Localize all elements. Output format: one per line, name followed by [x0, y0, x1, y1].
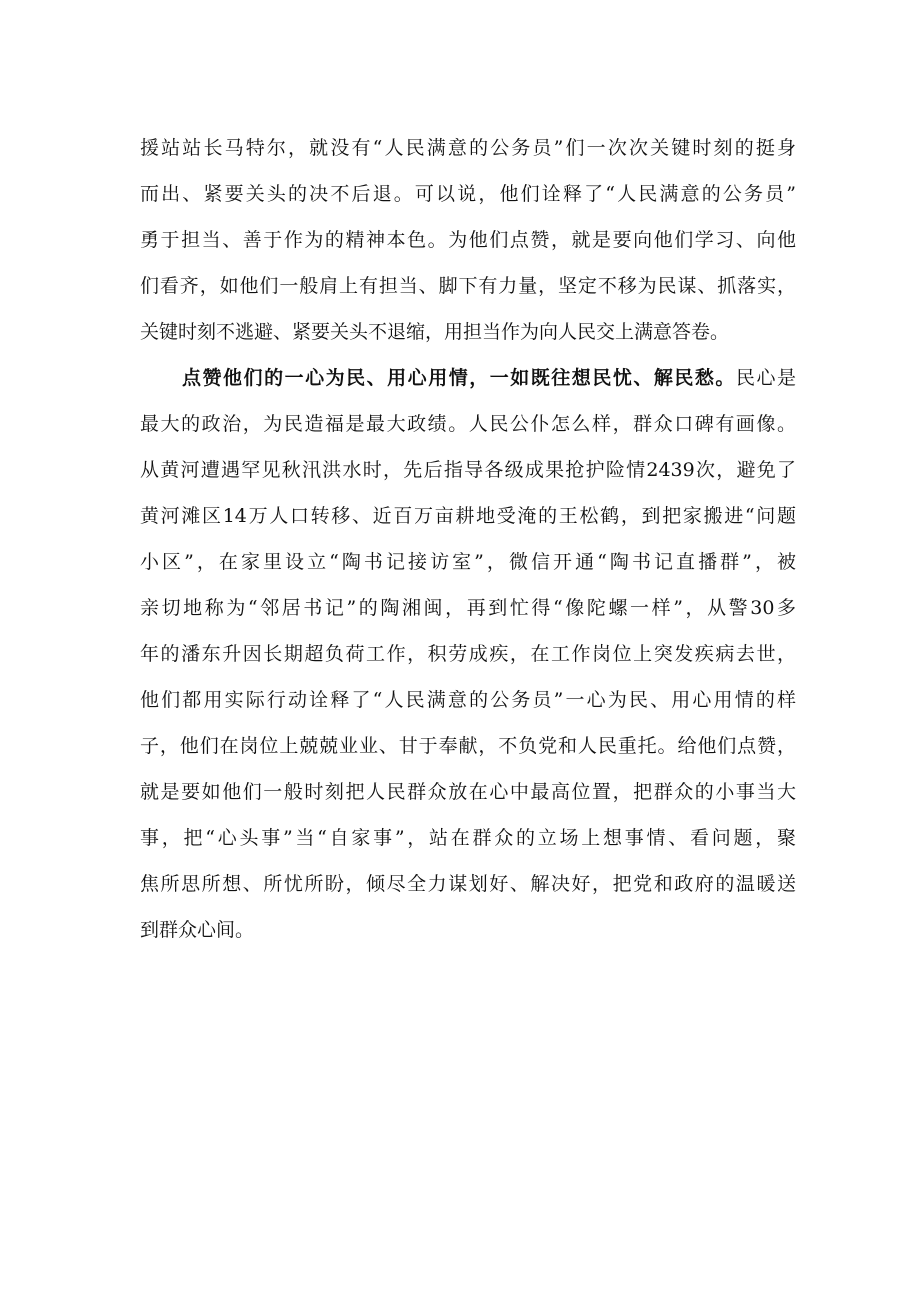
text-line: 子，他们在岗位上兢兢业业、甘于奉献，不负党和人民重托。给他们点赞， [140, 735, 796, 757]
text-line: 们看齐，如他们一般肩上有担当、脚下有力量，坚定不移为民谋、抓落实， [140, 275, 796, 297]
text-line: 最大的政治，为民造福是最大政绩。人民公仆怎么样，群众口碑有画像。 [140, 413, 796, 435]
text-line: 他们都用实际行动诠释了“人民满意的公务员”一心为民、用心用情的样 [140, 689, 796, 711]
text-line: 焦所思所想、所忧所盼，倾尽全力谋划好、解决好，把党和政府的温暖送 [140, 873, 796, 895]
text-line: 而出、紧要关头的决不后退。可以说，他们诠释了“人民满意的公务员” [140, 183, 796, 205]
text-line: 到群众心间。 [140, 919, 255, 941]
text-line: 关键时刻不逃避、紧要关头不退缩，用担当作为向人民交上满意答卷。 [140, 321, 730, 343]
text-line: 亲切地称为“邻居书记”的陶湘闽，再到忙得“像陀螺一样”，从警30多 [140, 597, 796, 619]
paragraph-heading-line [182, 363, 796, 393]
text-line: 援站站长马特尔，就没有“人民满意的公务员”们一次次关键时刻的挺身 [140, 137, 796, 159]
paragraph-heading: 点赞他们的一心为民、用心用情，一如既往想民忧、解民愁。 [182, 367, 736, 389]
text-line: 黄河滩区14万人口转移、近百万亩耕地受淹的王松鹤，到把家搬进“问题 [140, 505, 796, 527]
text-line: 年的潘东升因长期超负荷工作，积劳成疾，在工作岗位上突发疾病去世， [140, 643, 796, 665]
text-line: 从黄河遭遇罕见秋汛洪水时，先后指导各级成果抢护险情2439次，避免了 [140, 459, 796, 481]
text-line: 勇于担当、善于作为的精神本色。为他们点赞，就是要向他们学习、向他 [140, 229, 796, 251]
text-line: 小区”，在家里设立“陶书记接访室”，微信开通“陶书记直播群”，被 [140, 551, 796, 573]
text-line: 事，把“心头事”当“自家事”，站在群众的立场上想事情、看问题，聚 [140, 827, 796, 849]
text-line: 就是要如他们一般时刻把人民群众放在心中最高位置，把群众的小事当大 [140, 781, 796, 803]
paragraph-heading-rest: 民心是 [735, 367, 796, 389]
